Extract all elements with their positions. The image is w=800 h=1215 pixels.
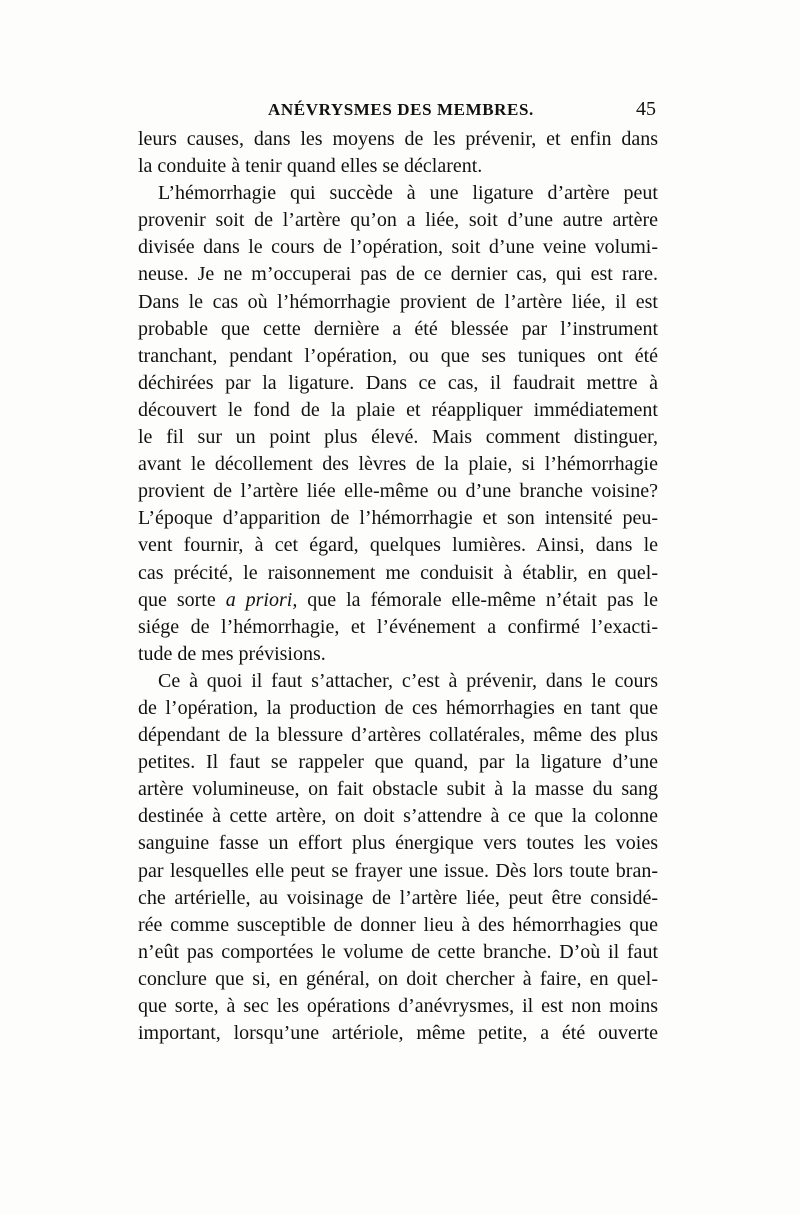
- text-line: rée comme susceptible de donner lieu à des hémorrhagies que: [138, 913, 658, 936]
- running-title: ANÉVRYSMES DES MEMBRES.: [268, 100, 534, 119]
- text-line: cas précité, le raisonnement me conduisit à établir, en quel-: [138, 561, 658, 584]
- text-line: Dans le cas où l’hémorrhagie provient de l’artère liée, il est: [138, 290, 658, 313]
- text-line: L’époque d’apparition de l’hémorrhagie et son intensité peu-: [138, 507, 658, 530]
- text-line: dépendant de la blessure d’artères collatérales, même des plus: [138, 724, 658, 747]
- text-line: petites. Il faut se rappeler que quand, par la ligature d’une: [138, 751, 658, 774]
- text-line: découvert le fond de la plaie et réappliquer immédiatement: [138, 398, 658, 421]
- text-line: sanguine fasse un effort plus énergique vers toutes les voies: [138, 832, 658, 855]
- text-line: siége de l’hémorrhagie, et l’événement a confirmé l’exacti-: [138, 615, 658, 638]
- page-number: 45: [636, 98, 656, 120]
- text-line: que sorte a priori, que la fémorale elle-même n’était pas le: [138, 588, 658, 611]
- text-line: n’eût pas comportées le volume de cette branche. D’où il faut: [138, 940, 658, 963]
- text-line: probable que cette dernière a été blessée par l’instrument: [138, 317, 658, 340]
- text-line: par lesquelles elle peut se frayer une issue. Dès lors toute bran-: [138, 859, 658, 882]
- text-line: provient de l’artère liée elle-même ou d’une branche voisine?: [138, 480, 658, 503]
- text-line: important, lorsqu’une artériole, même petite, a été ouverte: [138, 1022, 658, 1045]
- text-line: de l’opération, la production de ces hémorrhagies en tant que: [138, 696, 658, 719]
- text-line: tranchant, pendant l’opération, ou que ses tuniques ont été: [138, 344, 658, 367]
- body-text: [138, 126, 658, 1047]
- text-line: déchirées par la ligature. Dans ce cas, il faudrait mettre à: [138, 371, 658, 394]
- text-line: leurs causes, dans les moyens de les prévenir, et enfin dans: [138, 128, 658, 150]
- text-line: avant le décollement des lèvres de la plaie, si l’hémorrhagie: [138, 453, 658, 476]
- text-line: la conduite à tenir quand elles se déclarent.: [138, 155, 483, 178]
- text-line: Ce à quoi il faut s’attacher, c’est à prévenir, dans le cours: [158, 669, 658, 692]
- text-line: destinée à cette artère, on doit s’attendre à ce que la colonne: [138, 805, 658, 828]
- text-line: provenir soit de l’artère qu’on a liée, soit d’une autre artère: [138, 209, 658, 232]
- text-line: le fil sur un point plus élevé. Mais comment distinguer,: [138, 426, 658, 449]
- text-line: tude de mes prévisions.: [138, 642, 326, 665]
- text-line: que sorte, à sec les opérations d’anévrysmes, il est non moins: [138, 995, 658, 1017]
- text-line: vent fournir, à cet égard, quelques lumières. Ainsi, dans le: [138, 534, 658, 557]
- running-head: [138, 100, 656, 128]
- text-line: L’hémorrhagie qui succède à une ligature d’artère peut: [158, 182, 658, 205]
- text-line: che artérielle, au voisinage de l’artère liée, peut être considé-: [138, 886, 658, 909]
- text-line: neuse. Je ne m’occuperai pas de ce dernier cas, qui est rare.: [138, 263, 658, 286]
- italic-phrase: a priori,: [225, 588, 298, 611]
- text-line: artère volumineuse, on fait obstacle subit à la masse du sang: [138, 778, 658, 801]
- text-line: divisée dans le cours de l’opération, soit d’une veine volumi-: [138, 236, 658, 259]
- text-line: conclure que si, en général, on doit chercher à faire, en quel-: [138, 967, 658, 990]
